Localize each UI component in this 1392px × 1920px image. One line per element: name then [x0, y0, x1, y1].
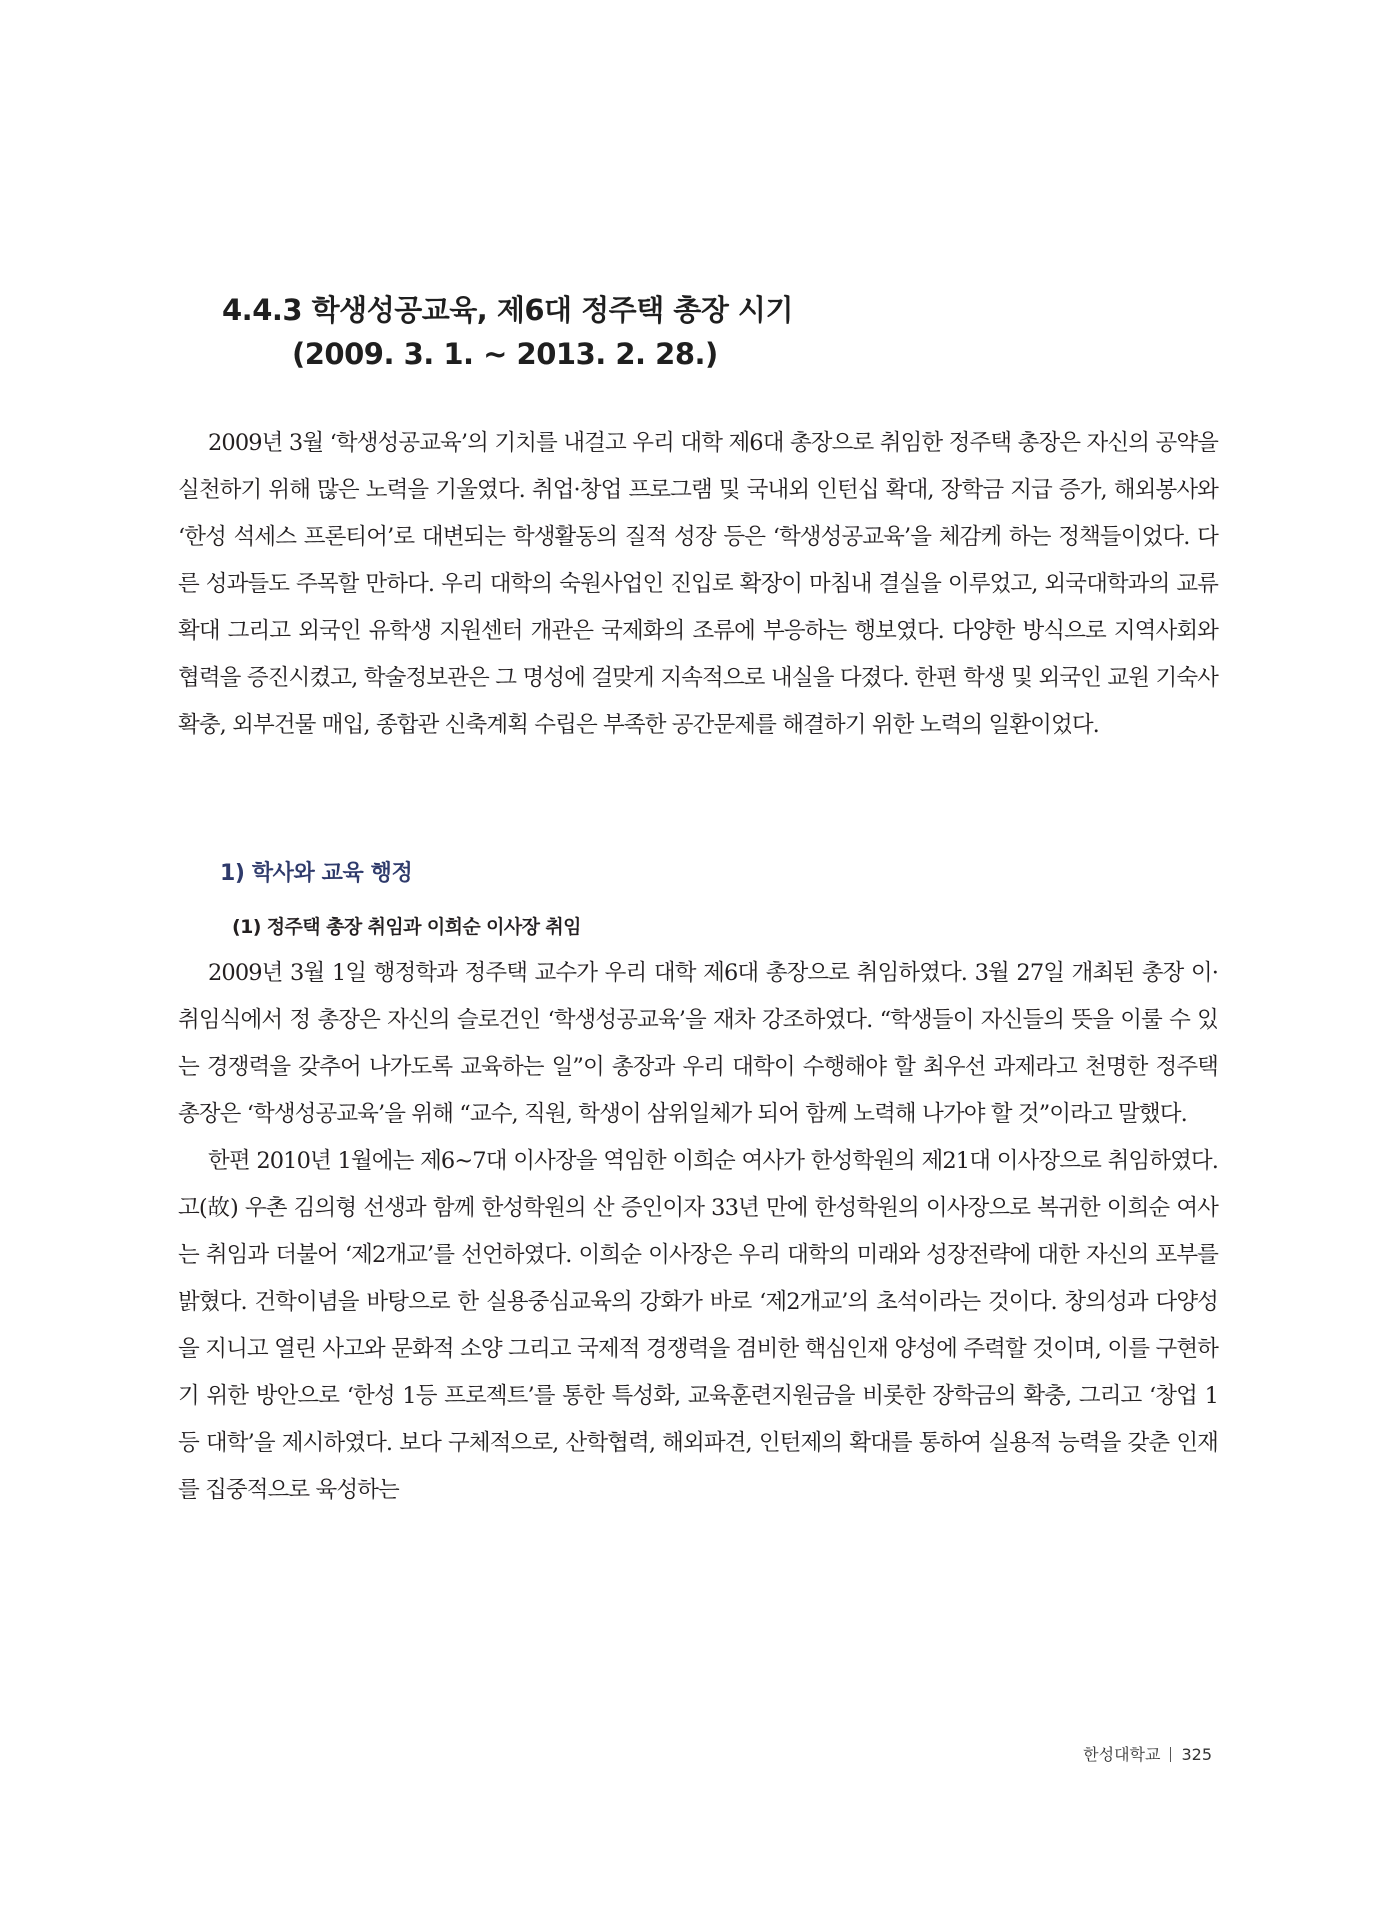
section-title-line1: 4.4.3 학생성공교육, 제6대 정주택 총장 시기 [222, 293, 793, 327]
page-footer [1083, 1742, 1212, 1765]
main-text [178, 950, 1218, 1514]
section-title-period: (2009. 3. 1. ~ 2013. 2. 28.) [292, 337, 718, 371]
intro-text [178, 420, 1218, 749]
paragraph-chairperson: 한편 2010년 1월에는 제6~7대 이사장을 역임한 이희순 여사가 한성학원의 제21대 이사장으로 취임하였다. 고(故) 우촌 김의형 선생과 함께 한성학원의 산 증인이자 33년 만에 한성학원의 이사장으로 복귀한 이희순 여사는 취임과 더불어 ‘제2개교’를 선언하였다. 이희순 이사장은 우리 대학의 미래와 성장전략에 대한 자신의 포부를 밝혔다. 건학이념을 바탕으로 한 실용중심교육의 강화가 바로 ‘제2개교’의 초석이라는 것이다. 창의성과 다양성을 지니고 열린 사고와 문화적 소양 그리고 국제적 경쟁력을 겸비한 핵심인재 양성에 주력할 것이며, 이를 구현하기 위한 방안으로 ‘한성 1등 프로젝트’를 통한 특성화, 교육훈련지원금을 비롯한 장학금의 확충, 그리고 ‘창업 1등 대학’을 제시하였다. 보다 구체적으로, 산학협력, 해외파견, 인턴제의 확대를 통하여 실용적 능력을 갖춘 인재를 집중적으로 육성하는 [178, 1148, 1218, 1503]
section-title [222, 288, 793, 376]
footer-separator [1170, 1747, 1171, 1762]
paragraph-inauguration: 2009년 3월 1일 행정학과 정주택 교수가 우리 대학 제6대 총장으로 취임하였다. 3월 27일 개최된 총장 이·취임식에서 정 총장은 자신의 슬로건인 ‘학생성공교육’을 재차 강조하였다. “학생들이 자신들의 뜻을 이룰 수 있는 경쟁력을 갖추어 나가도록 교육하는 일”이 총장과 우리 대학이 수행해야 할 최우선 과제라고 천명한 정주택 총장은 ‘학생성공교육’을 위해 “교수, 직원, 학생이 삼위일체가 되어 함께 노력해 나가야 할 것”이라고 말했다. [178, 960, 1218, 1127]
intro-paragraph: 2009년 3월 ‘학생성공교육’의 기치를 내걸고 우리 대학 제6대 총장으로 취임한 정주택 총장은 자신의 공약을 실천하기 위해 많은 노력을 기울였다. 취업·창업 프로그램 및 국내외 인턴십 확대, 장학금 지급 증가, 해외봉사와 ‘한성 석세스 프론티어’로 대변되는 학생활동의 질적 성장 등은 ‘학생성공교육’을 체감케 하는 정책들이었다. 다른 성과들도 주목할 만하다. 우리 대학의 숙원사업인 진입로 확장이 마침내 결실을 이루었고, 외국대학과의 교류확대 그리고 외국인 유학생 지원센터 개관은 국제화의 조류에 부응하는 행보였다. 다양한 방식으로 지역사회와 협력을 증진시켰고, 학술정보관은 그 명성에 걸맞게 지속적으로 내실을 다졌다. 한편 학생 및 외국인 교원 기숙사 확충, 외부건물 매입, 종합관 신축계획 수립은 부족한 공간문제를 해결하기 위한 노력의 일환이었다. [178, 430, 1218, 738]
subsubsection-title: (1) 정주택 총장 취임과 이희순 이사장 취임 [232, 916, 581, 938]
subsection-title: 1) 학사와 교육 행정 [220, 861, 413, 886]
footer-publisher: 한성대학교 [1083, 1745, 1161, 1764]
page-number: 325 [1181, 1745, 1212, 1764]
